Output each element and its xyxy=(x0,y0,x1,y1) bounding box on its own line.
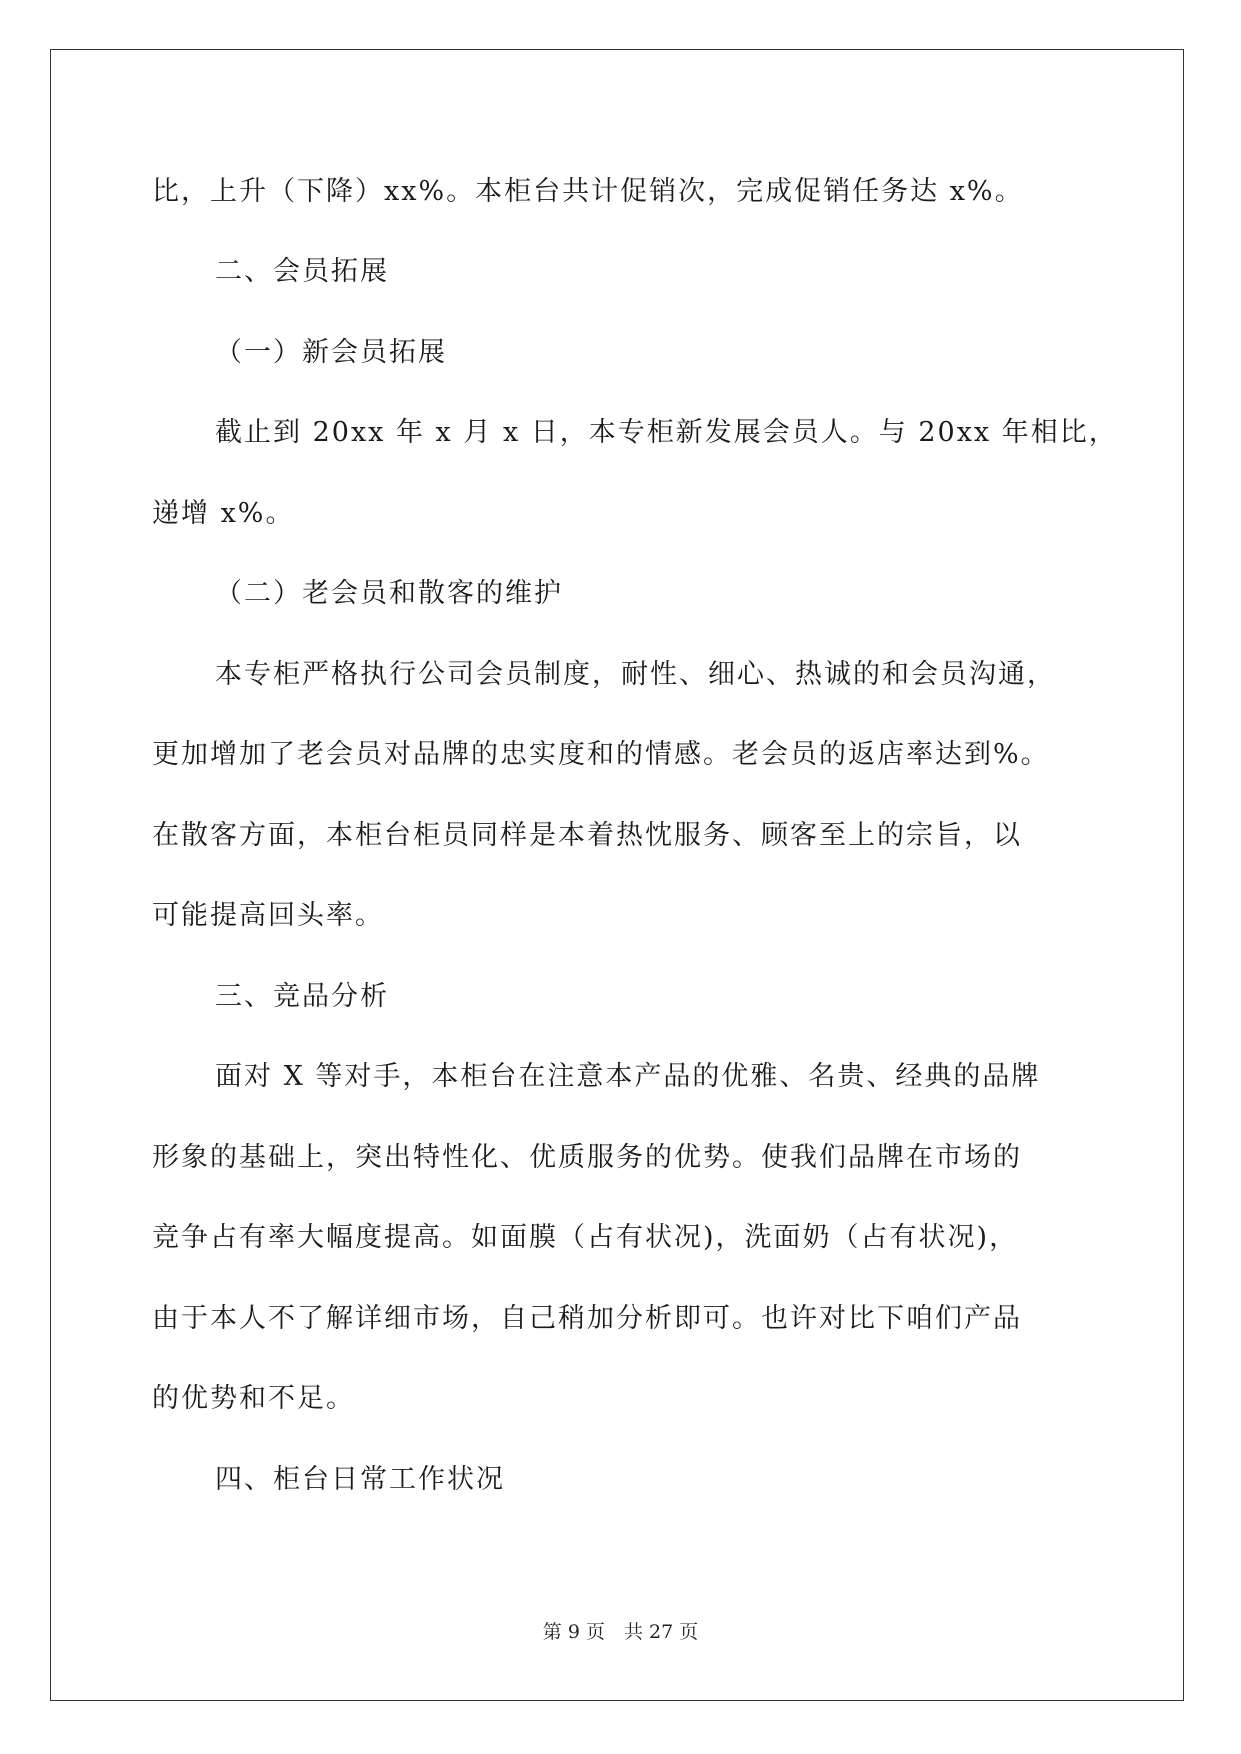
section-heading: 二、会员拓展 xyxy=(215,256,389,287)
text-line: 更加增加了老会员对品牌的忠实度和的情感。老会员的返店率达到%。 xyxy=(152,739,1050,770)
text-line: 比，上升（下降）xx%。本柜台共计促销次，完成促销任务达 x%。 xyxy=(152,176,1024,207)
page-number-footer: 第 9 页 共 27 页 xyxy=(542,1621,699,1643)
section-heading: 四、柜台日常工作状况 xyxy=(215,1464,505,1495)
text-line: 形象的基础上，突出特性化、优质服务的优势。使我们品牌在市场的 xyxy=(152,1142,1022,1173)
page-border xyxy=(50,49,1184,1701)
text-line: 可能提高回头率。 xyxy=(152,900,384,931)
subsection-heading: （一）新会员拓展 xyxy=(215,337,447,368)
text-line: 截止到 20xx 年 x 月 x 日，本专柜新发展会员人。与 20xx 年相比， xyxy=(215,417,1118,448)
text-line: 由于本人不了解详细市场，自己稍加分析即可。也许对比下咱们产品 xyxy=(152,1303,1022,1334)
subsection-heading: （二）老会员和散客的维护 xyxy=(215,578,563,609)
text-line: 面对 X 等对手，本柜台在注意本产品的优雅、名贵、经典的品牌 xyxy=(215,1061,1041,1092)
text-line: 竞争占有率大幅度提高。如面膜（占有状况)，洗面奶（占有状况)， xyxy=(152,1222,1019,1253)
section-heading: 三、竞品分析 xyxy=(215,981,389,1012)
text-line: 的优势和不足。 xyxy=(152,1383,355,1414)
text-line: 递增 x%。 xyxy=(152,498,295,529)
text-line: 本专柜严格执行公司会员制度，耐性、细心、热诚的和会员沟通， xyxy=(215,659,1056,690)
text-line: 在散客方面，本柜台柜员同样是本着热忱服务、顾客至上的宗旨，以 xyxy=(152,820,1022,851)
